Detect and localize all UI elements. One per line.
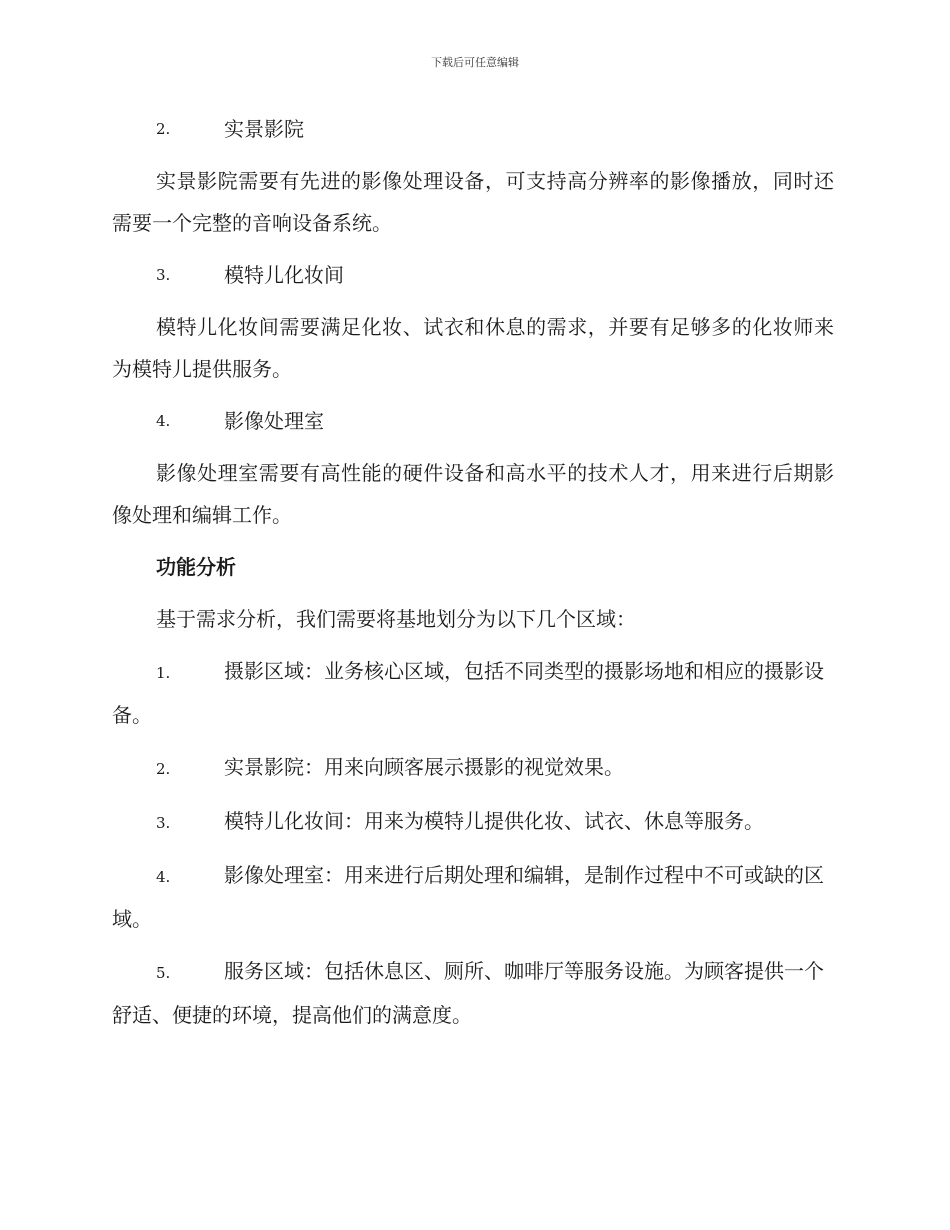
list-item-text: 模特儿化妆间：用来为模特儿提供化妆、试衣、休息等服务。 (224, 809, 764, 833)
list-item-text: 摄影区域：业务核心区域，包括不同类型的摄影场地和相应的摄影设备。 (112, 659, 824, 727)
list-item-text: 影像处理室：用来进行后期处理和编辑，是制作过程中不可或缺的区域。 (112, 863, 824, 931)
list-item-number: 1. (156, 664, 171, 682)
document-body (112, 108, 834, 1046)
list-item (112, 854, 834, 940)
list-item (112, 950, 834, 1036)
list-item-text: 服务区域：包括休息区、厕所、咖啡厅等服务设施。为顾客提供一个舒适、便捷的环境，提高他们的满意度。 (112, 959, 824, 1027)
list-item (112, 650, 834, 736)
item-title: 实景影院 (224, 117, 304, 141)
list-item-number: 5. (156, 964, 171, 982)
item-title: 影像处理室 (224, 409, 324, 433)
section-item-4 (112, 400, 834, 442)
item-number: 3. (156, 266, 171, 284)
item-number: 4. (156, 412, 171, 430)
paragraph-image-processing: 影像处理室需要有高性能的硬件设备和高水平的技术人才，用来进行后期影像处理和编辑工作。 (112, 461, 834, 527)
page-header: 下载后可任意编辑 (431, 56, 519, 69)
list-item-number: 3. (156, 814, 171, 832)
list-item-number: 4. (156, 868, 171, 886)
section-item-2 (112, 108, 834, 150)
section-item-3 (112, 254, 834, 296)
list-item-number: 2. (156, 760, 171, 778)
list-item (112, 746, 834, 790)
paragraph-dressing-room: 模特儿化妆间需要满足化妆、试衣和休息的需求，并要有足够多的化妆师来为模特儿提供服务。 (112, 315, 834, 381)
paragraph-intro: 基于需求分析，我们需要将基地划分为以下几个区域： (156, 607, 636, 631)
item-title: 模特儿化妆间 (224, 263, 344, 287)
section-heading: 功能分析 (156, 555, 236, 579)
paragraph-cinema: 实景影院需要有先进的影像处理设备，可支持高分辨率的影像播放，同时还需要一个完整的音响设备系统。 (112, 169, 834, 235)
list-item (112, 800, 834, 844)
item-number: 2. (156, 120, 171, 138)
list-item-text: 实景影院：用来向顾客展示摄影的视觉效果。 (224, 755, 624, 779)
